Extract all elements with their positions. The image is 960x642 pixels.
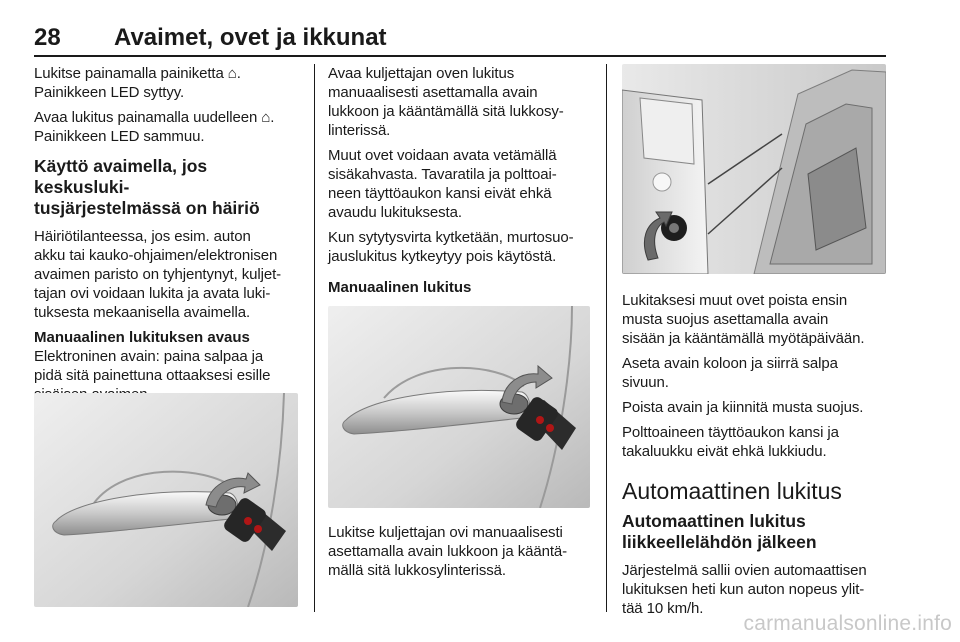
subheading-auto-lock-after-drive: Automaattinen lukitus liikkeellelähdön jälkeen (622, 511, 817, 552)
column-divider-2 (606, 64, 607, 612)
remove-key-paragraph: Poista avain ja kiinnitä musta suojus. (622, 399, 864, 416)
page-number: 28 (34, 24, 61, 51)
header-rule (34, 55, 886, 57)
page-header (34, 24, 886, 52)
subheading-manual-lock: Manuaalinen lukitus (328, 279, 472, 296)
manual-unlock-paragraph: Avaa kuljettajan oven lukitus manuaalisesti asettamalla avain lukkoon ja kääntämällä sitä lukkosy- linterissä. (328, 65, 564, 139)
electronic-key-paragraph: Elektroninen avain: paina salpaa ja pidä sitä painettuna ottaaksesi esille (34, 348, 271, 384)
fuel-flap-paragraph: Polttoaineen täyttöaukon kansi ja takaluukku eivät ehkä lukkiudu. (622, 424, 839, 460)
section-heading-automatic-locking: Automaattinen lukitus (622, 478, 842, 504)
section-heading-key-failure: Käyttö avaimella, jos keskusluki- tusjärjestelmässä on häiriö (34, 156, 260, 218)
subheading-manual-unlock: Manuaalinen lukituksen avaus (34, 329, 250, 346)
door-handle-illustration-2 (328, 306, 590, 508)
manual-lock-paragraph: Lukitse kuljettajan ovi manuaalisesti asettamalla avain lukkoon ja kääntä- mällä sitä lukkosylinterissä. (328, 524, 568, 579)
door-lock-illustration (622, 64, 886, 274)
watermark: carmanualsonline.info (743, 612, 952, 635)
other-doors-paragraph: Muut ovet voidaan avata vetämällä sisäkahvasta. Tavaratila ja polttoai- neen täyttöaukon kansi eivät ehkä avaudu lukituksesta. (328, 147, 557, 221)
column-3 (622, 291, 886, 624)
column-divider-1 (314, 64, 315, 612)
column-1 (34, 64, 300, 410)
failure-paragraph: Häiriötilanteessa, jos esim. auton akku tai kauko-ohjaimen/elektronisen avaimen paristo on tyhjentynyt, kuljet- tajan ovi voidaan lukita ja avata luki- tuksesta mekaanisella avaimella. (34, 228, 282, 321)
column-2-bottom (328, 523, 590, 586)
column-2 (328, 64, 590, 297)
unlock-instruction: Avaa lukitus painamalla uudelleen ⌂. Painikkeen LED sammuu. (34, 109, 275, 145)
page-title: Avaimet, ovet ja ikkunat (114, 24, 387, 51)
insert-key-paragraph: Aseta avain koloon ja siirrä salpa sivuun. (622, 355, 838, 391)
door-handle-illustration-1 (34, 393, 298, 607)
auto-lock-paragraph: Järjestelmä sallii ovien automaattisen lukituksen heti kun auton nopeus ylit- tää 10 km/h. (622, 562, 867, 617)
lock-instruction: Lukitse painamalla painiketta ⌂. Painikkeen LED syttyy. (34, 65, 241, 101)
ignition-paragraph: Kun sytytysvirta kytketään, murtosuo- jauslukitus kytkeytyy pois käytöstä. (328, 229, 574, 265)
lock-other-doors-paragraph: Lukitaksesi muut ovet poista ensin musta suojus asettamalla avain sisään ja kääntämällä myötäpäivään. (622, 292, 865, 347)
